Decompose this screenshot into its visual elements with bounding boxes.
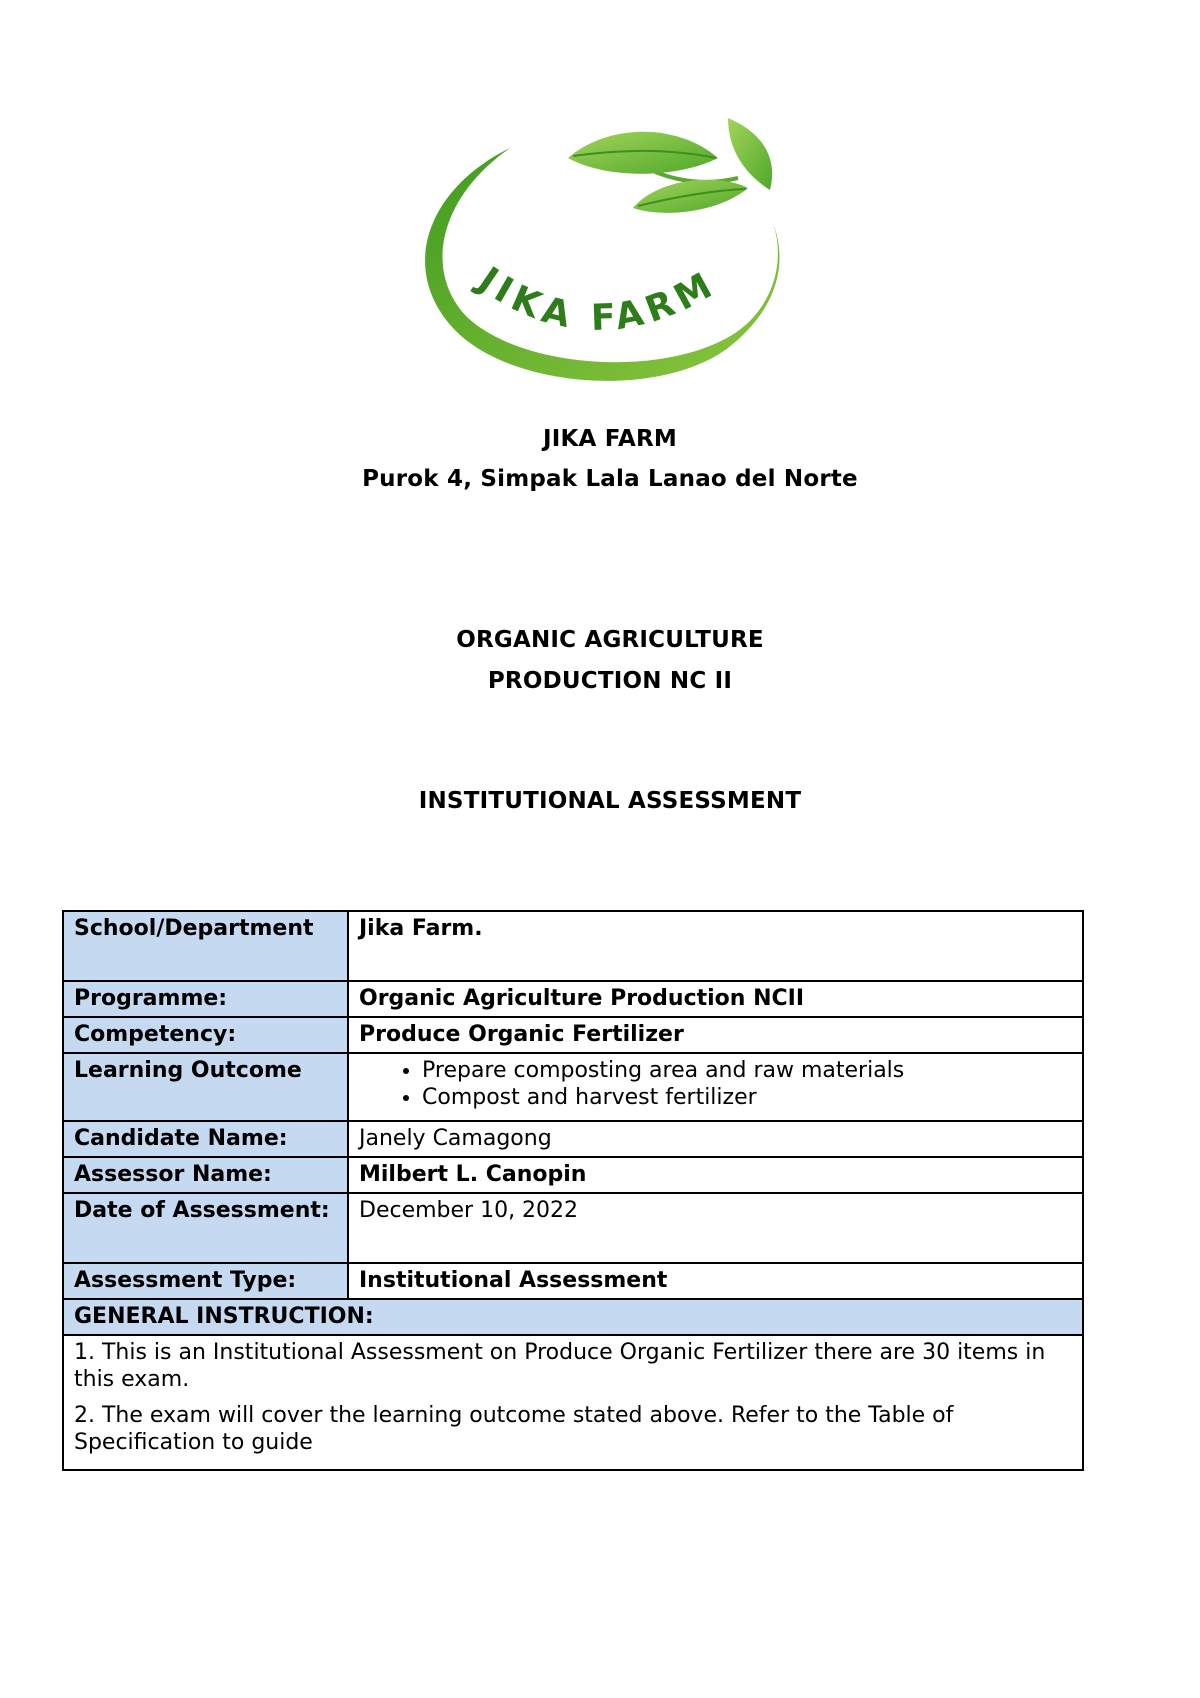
- farm-name: JIKA FARM: [542, 426, 678, 452]
- table-row-assessor: [63, 1157, 1083, 1193]
- table-row-assessment-type: [63, 1263, 1083, 1299]
- instruction-item: 2. The exam will cover the learning outcome stated above. Refer to the Table of Specification to guide: [74, 1403, 954, 1455]
- instructions-cell: [63, 1335, 1083, 1470]
- outcome-item: • Prepare composting area and raw materials: [422, 1057, 1072, 1084]
- date-value: December 10, 2022: [348, 1193, 1083, 1263]
- candidate-label: Candidate Name:: [63, 1121, 348, 1157]
- outcome-item: • Compost and harvest fertilizer: [422, 1084, 1072, 1111]
- assessor-value: Milbert L. Canopin: [348, 1157, 1083, 1193]
- jika-farm-logo: [398, 118, 818, 408]
- table-row-learning-outcome: [63, 1053, 1083, 1121]
- assessment-info-table: [62, 910, 1084, 1471]
- table-row-instructions: [63, 1335, 1083, 1470]
- competency-value: Produce Organic Fertilizer: [348, 1017, 1083, 1053]
- learning-outcome-value: [348, 1053, 1083, 1121]
- candidate-value: Janely Camagong: [348, 1121, 1083, 1157]
- general-instruction-label: GENERAL INSTRUCTION:: [63, 1299, 1083, 1335]
- programme-value: Organic Agriculture Production NCII: [348, 981, 1083, 1017]
- table-row-competency: [63, 1017, 1083, 1053]
- competency-label: Competency:: [63, 1017, 348, 1053]
- logo-text: JIKA FARM: [470, 259, 724, 340]
- farm-address: Purok 4, Simpak Lala Lanao del Norte: [362, 466, 858, 492]
- course-title-line2: PRODUCTION NC II: [487, 668, 733, 694]
- table-row-school: [63, 911, 1083, 981]
- svg-text:JIKA FARM: [468, 258, 723, 339]
- programme-label: Programme:: [63, 981, 348, 1017]
- leaf-ring-logo-icon: [398, 118, 818, 408]
- table-row-date: [63, 1193, 1083, 1263]
- assessor-label: Assessor Name:: [63, 1157, 348, 1193]
- instruction-item: 1. This is an Institutional Assessment on Produce Organic Fertilizer there are 30 items in this exam.: [74, 1340, 1046, 1392]
- school-value: Jika Farm.: [348, 911, 1083, 981]
- table-row-candidate: [63, 1121, 1083, 1157]
- course-title-line1: ORGANIC AGRICULTURE: [456, 627, 764, 653]
- learning-outcome-label: Learning Outcome: [63, 1053, 348, 1121]
- outcome-list: [359, 1057, 1072, 1111]
- table-row-general-instruction: [63, 1299, 1083, 1335]
- table-row-programme: [63, 981, 1083, 1017]
- assessment-type-label: Assessment Type:: [63, 1263, 348, 1299]
- school-label: School/Department: [63, 911, 348, 981]
- assessment-type-value: Institutional Assessment: [348, 1263, 1083, 1299]
- date-label: Date of Assessment:: [63, 1193, 348, 1263]
- assessment-title: INSTITUTIONAL ASSESSMENT: [418, 788, 802, 814]
